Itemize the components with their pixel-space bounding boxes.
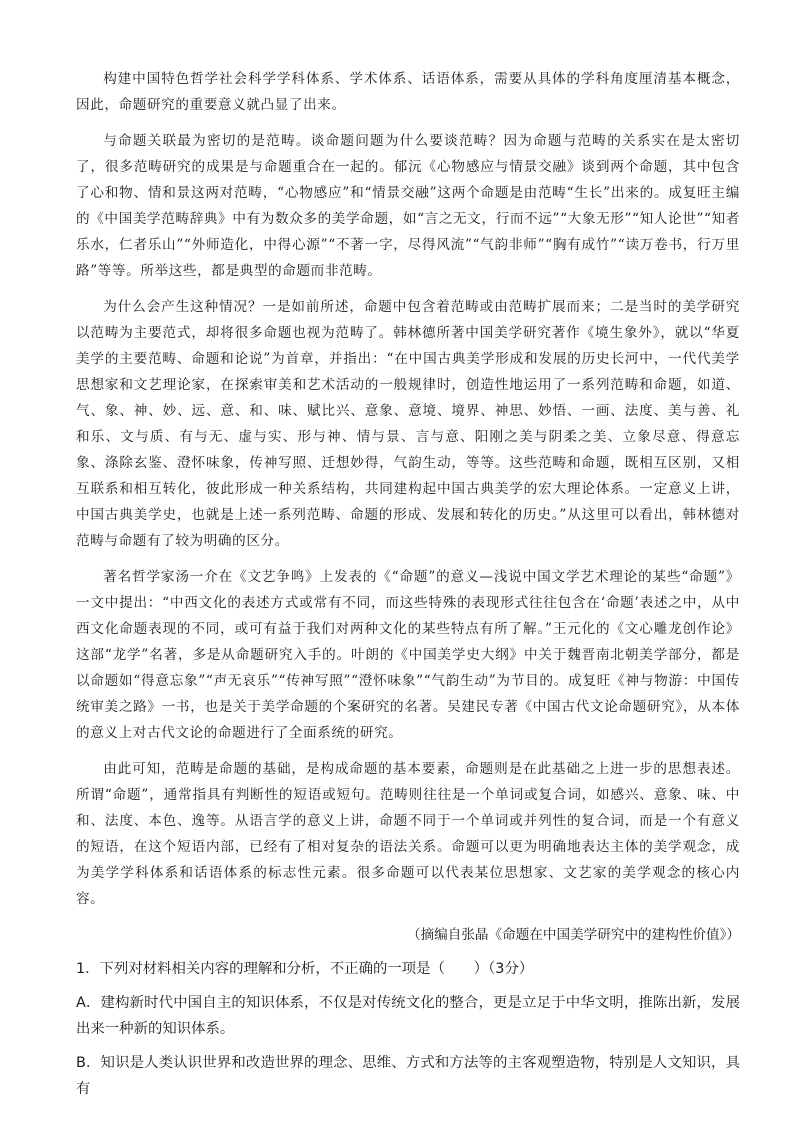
option-b: B．知识是人类认识世界和改造世界的理念、思维、方式和方法等的主客观塑造物，特别是人文知识，具有	[76, 1055, 740, 1097]
article-paragraph: 著名哲学家汤一介在《文艺争鸣》上发表的《“命题”的意义—浅说中国文学艺术理论的某些“命题”》一文中提出：“中西文化的表述方式或常有不同，而这些特殊的表现形式往往包含在‘命题’表述之中，从中西文化命题表现的不同，或可有益于我们对两种文化的某些特点有所了解。”王元化的《文心雕龙创作论》这部“龙学”名著，多是从命题研究入手的。叶朗的《中国美学史大纲》中关于魏晋南北朝美学部分，都是以命题如“得意忘象”“声无哀乐”“传神写照”“澄怀味象”“气韵生动”为节目的。成复旺《神与物游：中国传统审美之路》一书，也是关于美学命题的个案研究的名著。吴建民专著《中国古代文论命题研究》，从本体的意义上对古代文论的命题进行了全面系统的研究。	[76, 569, 740, 741]
article-source: （摘编自张晶《命题在中国美学研究中的建构性价值》）	[406, 927, 740, 943]
article-paragraph: 与命题关联最为密切的是范畴。谈命题问题为什么要谈范畴？因为命题与范畴的关系实在是太密切了，很多范畴研究的成果是与命题重合在一起的。郁沅《心物感应与情景交融》谈到两个命题，其中包含了心和物、情和景这两对范畴，“心物感应”和“情景交融”这两个命题是由范畴“生长”出来的。成复旺主编的《中国美学范畴辞典》中有为数众多的美学命题，如“言之无文，行而不远”“大象无形”“知人论世”“知者乐水，仁者乐山”“外师造化，中得心源”“不著一字，尽得风流”“气韵非师”“胸有成竹”“读万卷书，行万里路”等等。所举这些，都是典型的命题而非范畴。	[76, 133, 740, 279]
article-paragraph: 由此可知，范畴是命题的基础，是构成命题的基本要素，命题则是在此基础之上进一步的思想表述。所谓“命题”，通常指具有判断性的短语或短句。范畴则往往是一个单词或复合词，如感兴、意象、味、中和、法度、本色、逸等。从语言学的意义上讲，命题不同于一个单词或并列性的复合词，而是一个有意义的短语，在这个短语内部，已经有了相对复杂的语法关系。命题可以更为明确地表达主体的美学观念，成为美学学科体系和话语体系的标志性元素。很多命题可以代表某位思想家、文艺家的美学观念的核心内容。	[76, 761, 740, 907]
article-paragraph: 为什么会产生这种情况？一是如前所述，命题中包含着范畴或由范畴扩展而来；二是当时的美学研究以范畴为主要范式，却将很多命题也视为范畴了。韩林德所著中国美学研究著作《境生象外》，就以“华夏美学的主要范畴、命题和论说”为首章，并指出：“在中国古典美学形成和发展的历史长河中，一代代美学思想家和文艺理论家，在探索审美和艺术活动的一般规律时，创造性地运用了一系列范畴和命题，如道、气、象、神、妙、远、意、和、味、赋比兴、意象、意境、境界、神思、妙悟、一画、法度、美与善、礼和乐、文与质、有与无、虚与实、形与神、情与景、言与意、阳刚之美与阴柔之美、立象尽意、得意忘象、涤除玄鉴、澄怀味象，传神写照、迁想妙得，气韵生动，等等。这些范畴和命题，既相互区别，又相互联系和相互转化，彼此形成一种关系结构，共同建构起中国古典美学的宏大理论体系。一定意义上讲，中国古典美学史，也就是上述一系列范畴、命题的形成、发展和转化的历史。”从这里可以看出，韩林德对范畴与命题有了较为明确的区分。	[76, 299, 740, 549]
document-page	[76, 66, 740, 1110]
article-paragraph: 构建中国特色哲学社会科学学科体系、学术体系、话语体系，需要从具体的学科角度厘清基本概念，因此，命题研究的重要意义就凸显了出来。	[76, 71, 740, 113]
option-a: A．建构新时代中国自主的知识体系，不仅是对传统文化的整合，更是立足于中华文明，推陈出新，发展出来一种新的知识体系。	[76, 995, 740, 1037]
question-stem: 1．下列对材料相关内容的理解和分析，不正确的一项是（ ）（3分）	[76, 961, 534, 977]
